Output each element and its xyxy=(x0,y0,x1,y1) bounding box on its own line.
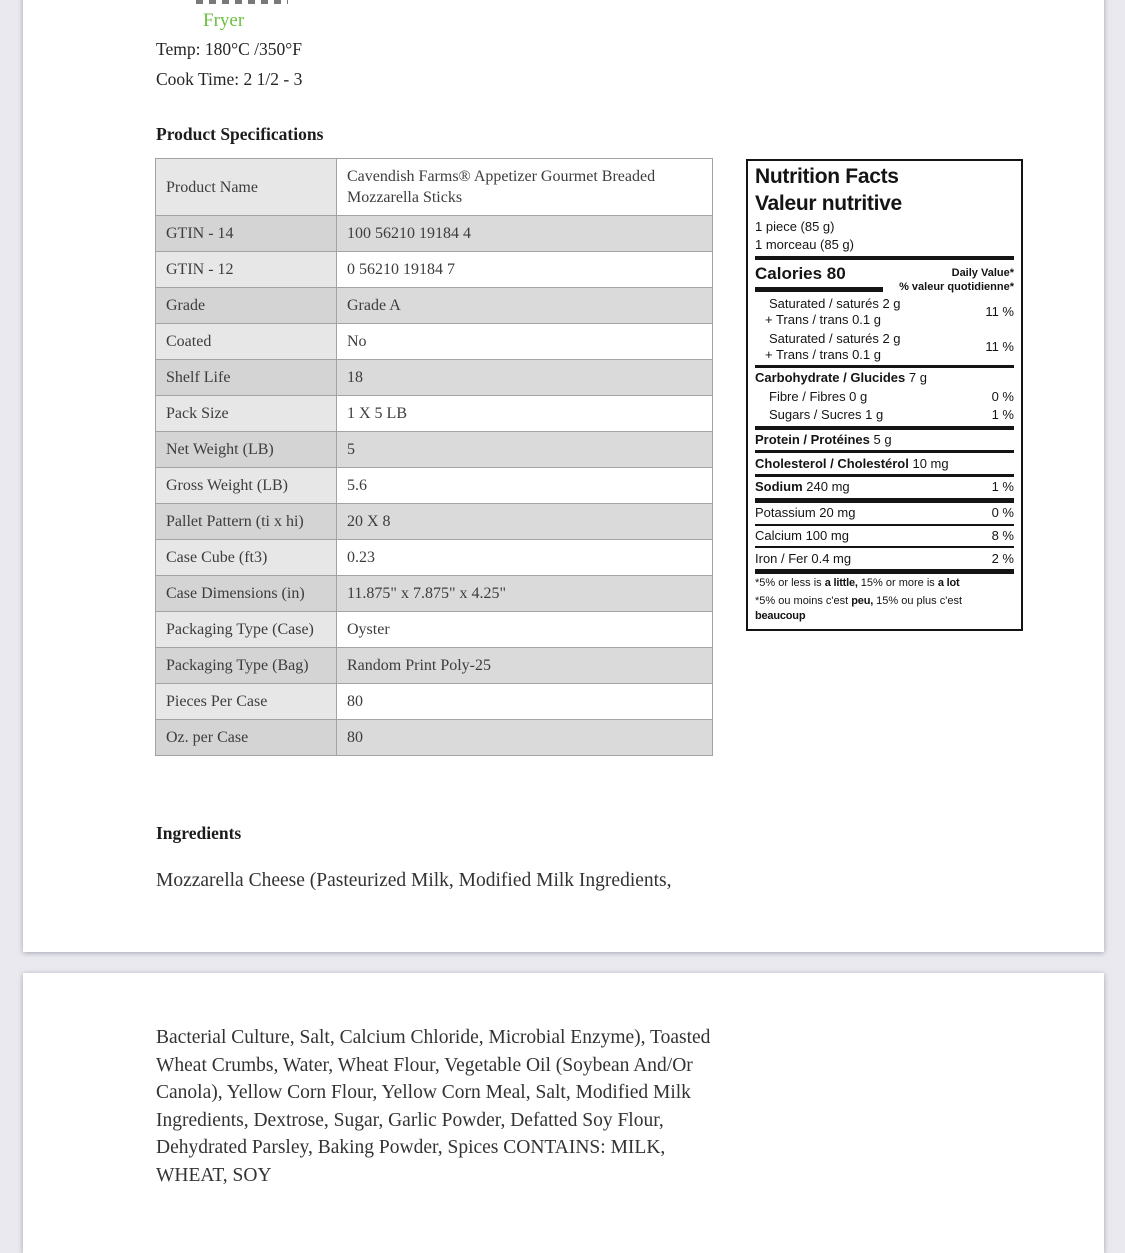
nutrition-title-fr: Valeur nutritive xyxy=(755,192,902,216)
spec-label: Product Name xyxy=(156,159,337,216)
calories-row xyxy=(755,264,1014,294)
percent-dv: 1 % xyxy=(991,479,1014,495)
spec-value: Cavendish Farms® Appetizer Gourmet Breaded Mozzarella Sticks xyxy=(337,159,713,216)
percent-dv: 11 % xyxy=(985,304,1014,320)
spec-label: Net Weight (LB) xyxy=(156,432,337,468)
spec-label: Pack Size xyxy=(156,396,337,432)
spec-label: GTIN - 12 xyxy=(156,252,337,288)
divider xyxy=(755,450,1014,453)
footnote-en: *5% or less is a little, 15% or more is a lot xyxy=(755,577,960,590)
nutrition-title-en: Nutrition Facts xyxy=(755,165,899,188)
table-row xyxy=(156,432,713,468)
daily-value-header: Daily Value* % valeur quotidienne* xyxy=(899,266,1014,293)
divider xyxy=(755,256,1014,260)
ingredients-text-line: Wheat Crumbs, Water, Wheat Flour, Vegetable Oil (Soybean And/Or xyxy=(156,1054,693,1076)
nutrient-row-protein: Protein / Protéines 5 g xyxy=(755,431,892,447)
spec-value: 11.875" x 7.875" x 4.25" xyxy=(337,576,713,612)
spec-value: Random Print Poly-25 xyxy=(337,648,713,684)
ingredients-text-line: Bacterial Culture, Salt, Calcium Chloride, Microbial Enzyme), Toasted xyxy=(156,1027,711,1048)
divider xyxy=(755,546,1014,548)
spec-label: Oz. per Case xyxy=(156,720,337,756)
percent-dv: 2 % xyxy=(991,550,1014,566)
spec-value: 80 xyxy=(337,720,713,756)
product-specifications-table xyxy=(155,158,713,756)
ingredients-heading: Ingredients xyxy=(156,823,242,843)
spec-value: 80 xyxy=(337,684,713,720)
nutrient-row-saturated-2: Saturated / saturés 2 g + Trans / trans 0.1 g 11 % xyxy=(765,330,1014,362)
spec-value: Oyster xyxy=(337,612,713,648)
nutrient-row-sodium: Sodium 240 mg 1 % xyxy=(755,479,1014,495)
spec-value: 0 56210 19184 7 xyxy=(337,252,713,288)
nutrient-row-iron: Iron / Fer 0.4 mg 2 % xyxy=(755,550,1014,566)
divider xyxy=(755,569,1014,574)
spec-value: 20 X 8 xyxy=(337,504,713,540)
clipped-text-fragment xyxy=(196,0,288,4)
calories-value: Calories 80 xyxy=(755,263,846,283)
spec-label: Grade xyxy=(156,288,337,324)
ingredients-text-line: Canola), Yellow Corn Flour, Yellow Corn Meal, Salt, Modified Milk xyxy=(156,1082,691,1103)
spec-value: 0.23 xyxy=(337,540,713,576)
divider xyxy=(755,498,1014,503)
table-row xyxy=(156,288,713,324)
percent-dv: 0 % xyxy=(991,505,1014,521)
table-row xyxy=(156,396,713,432)
serving-size-fr: 1 morceau (85 g) xyxy=(755,237,854,253)
spec-value: 5.6 xyxy=(337,468,713,504)
nutrient-row-saturated-1: Saturated / saturés 2 g + Trans / trans 0.1 g 11 % xyxy=(765,296,1014,328)
nutrient-row-fibre: Fibre / Fibres 0 g 0 % xyxy=(769,388,1014,404)
prep-method-label: Fryer xyxy=(203,10,245,31)
prep-temp: Temp: 180°C /350°F xyxy=(156,39,302,59)
calories-underline xyxy=(755,287,883,292)
table-row xyxy=(156,648,713,684)
table-row xyxy=(156,612,713,648)
nutrient-row-calcium: Calcium 100 mg 8 % xyxy=(755,527,1014,543)
spec-label: Case Dimensions (in) xyxy=(156,576,337,612)
spec-value: 1 X 5 LB xyxy=(337,396,713,432)
divider xyxy=(755,365,1014,368)
percent-dv: 11 % xyxy=(985,338,1014,354)
ingredients-text-line: WHEAT, SOY xyxy=(156,1164,272,1186)
ingredients-text-line: Dehydrated Parsley, Baking Powder, Spices CONTAINS: MILK, xyxy=(156,1137,666,1158)
spec-label: Shelf Life xyxy=(156,360,337,396)
nutrition-facts-panel xyxy=(746,159,1023,631)
spec-label: Coated xyxy=(156,324,337,360)
prep-cook-time: Cook Time: 2 1/2 - 3 xyxy=(156,69,303,89)
spec-label: Gross Weight (LB) xyxy=(156,468,337,504)
table-row xyxy=(156,324,713,360)
product-specifications-heading: Product Specifications xyxy=(156,124,324,144)
divider xyxy=(755,524,1014,526)
percent-dv: 1 % xyxy=(991,407,1014,423)
spec-value: 5 xyxy=(337,432,713,468)
table-row xyxy=(156,720,713,756)
table-row xyxy=(156,159,713,216)
serving-size-en: 1 piece (85 g) xyxy=(755,218,835,234)
nutrient-row-carbohydrate: Carbohydrate / Glucides 7 g xyxy=(755,370,927,386)
spec-value: Grade A xyxy=(337,288,713,324)
table-row xyxy=(156,216,713,252)
nutrient-row-sugars: Sugars / Sucres 1 g 1 % xyxy=(769,407,1014,423)
table-row xyxy=(156,540,713,576)
nutrient-row-potassium: Potassium 20 mg 0 % xyxy=(755,505,1014,521)
table-row xyxy=(156,504,713,540)
divider xyxy=(755,426,1014,430)
spec-label: Pieces Per Case xyxy=(156,684,337,720)
spec-value: 100 56210 19184 4 xyxy=(337,216,713,252)
spec-value: 18 xyxy=(337,360,713,396)
table-row xyxy=(156,576,713,612)
percent-dv: 8 % xyxy=(991,527,1014,543)
spec-label: Packaging Type (Bag) xyxy=(156,648,337,684)
table-row xyxy=(156,252,713,288)
table-row xyxy=(156,360,713,396)
table-row xyxy=(156,468,713,504)
spec-label: Pallet Pattern (ti x hi) xyxy=(156,504,337,540)
spec-label: GTIN - 14 xyxy=(156,216,337,252)
spec-label: Case Cube (ft3) xyxy=(156,540,337,576)
ingredients-text-line: Mozzarella Cheese (Pasteurized Milk, Modified Milk Ingredients, xyxy=(156,870,672,891)
spec-value: No xyxy=(337,324,713,360)
spec-label: Packaging Type (Case) xyxy=(156,612,337,648)
divider xyxy=(755,474,1014,477)
ingredients-text-line: Ingredients, Dextrose, Sugar, Garlic Powder, Defatted Soy Flour, xyxy=(156,1109,664,1131)
nutrient-row-cholesterol: Cholesterol / Cholestérol 10 mg xyxy=(755,455,949,471)
footnote-fr: *5% ou moins c'est peu, 15% ou plus c'est beaucoup xyxy=(755,594,963,622)
percent-dv: 0 % xyxy=(991,388,1014,404)
ingredients-continued-paragraph xyxy=(156,1024,736,1189)
table-row xyxy=(156,684,713,720)
